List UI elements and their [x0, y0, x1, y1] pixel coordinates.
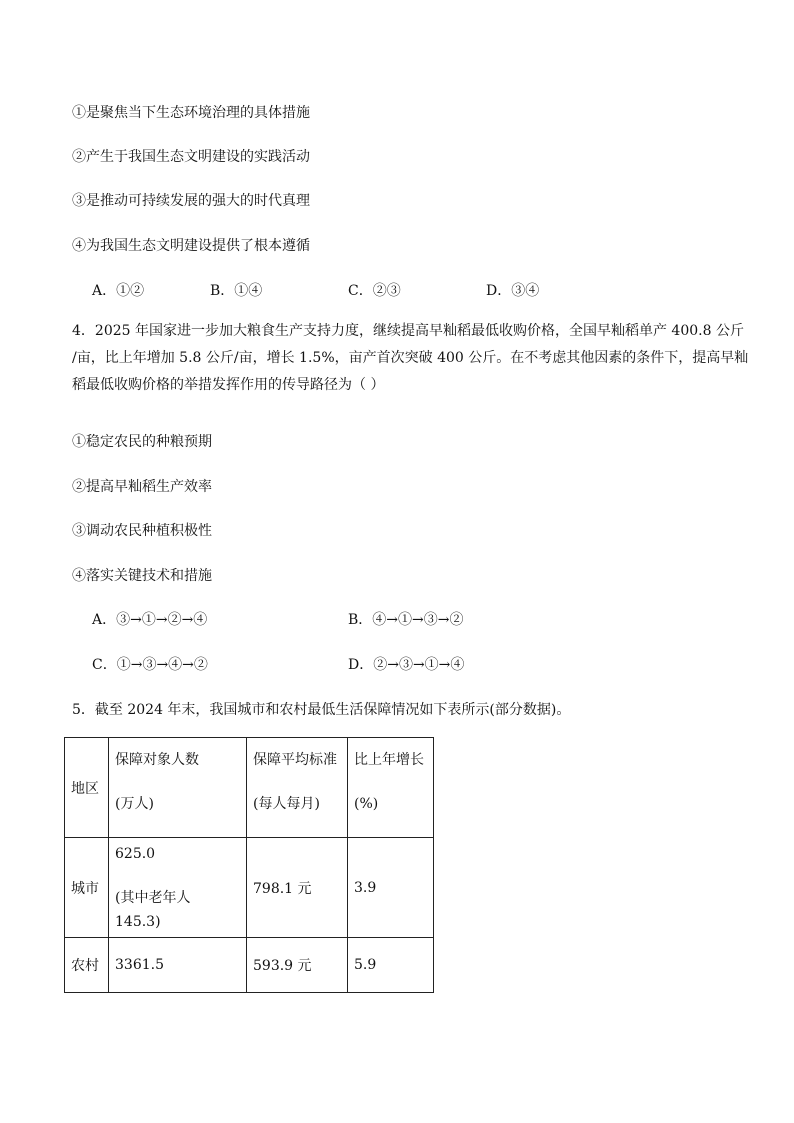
q3-item-1: ①是聚焦当下生态环境治理的具体措施: [72, 105, 310, 121]
header-cell-standard: [247, 738, 348, 838]
q3-option-b[interactable]: B．①④: [210, 283, 263, 299]
cell-region-rural: 农村: [65, 938, 109, 993]
q4-option-d[interactable]: D．②→③→①→④: [348, 657, 465, 673]
q3-option-a[interactable]: A．①②: [92, 283, 145, 299]
table-header-row: [65, 738, 434, 838]
q4-option-c[interactable]: C．①→③→④→②: [92, 657, 208, 673]
q4-item-4: ④落实关键技术和措施: [72, 568, 212, 584]
cell-count-city-line-1: 625.0: [115, 845, 156, 862]
header-growth-line-2: (%): [354, 796, 379, 812]
header-standard-line-1: 保障平均标准: [253, 752, 337, 768]
header-growth-line-1: 比上年增长: [354, 752, 424, 768]
q5-stem: 5．截至 2024 年末，我国城市和农村最低生活保障情况如下表所示(部分数据)。: [72, 702, 571, 718]
q4-option-a[interactable]: A．③→①→②→④: [92, 612, 208, 628]
q4-item-1: ①稳定农民的种粮预期: [72, 434, 212, 450]
cell-standard-rural: 593.9 元: [247, 938, 348, 993]
q3-item-2: ②产生于我国生态文明建设的实践活动: [72, 149, 310, 165]
cell-count-city-line-2: (其中老年人 145.3): [115, 889, 191, 930]
q4-option-b[interactable]: B．④→①→③→②: [348, 612, 464, 628]
header-count-line-1: 保障对象人数: [115, 752, 199, 768]
q4-stem-line-2: /亩，比上年增加 5.8 公斤/亩，增长 1.5%，亩产首次突破 400 公斤。在不考虑其他因素的条件下，提高早籼: [72, 350, 749, 366]
q4-stem-line-3: 稻最低收购价格的举措发挥作用的传导路径为（ ）: [72, 377, 385, 393]
cell-count-city: [109, 838, 247, 938]
cell-region-city: 城市: [65, 838, 109, 938]
q4-stem-line-1: 4．2025 年国家进一步加大粮食生产支持力度，继续提高早籼稻最低收购价格，全国早籼稻单产 400.8 公斤: [72, 323, 744, 339]
table-row: [65, 938, 434, 993]
q3-option-c[interactable]: C．②③: [348, 283, 401, 299]
header-standard-line-2: (每人每月): [253, 796, 320, 812]
header-cell-growth: [348, 738, 434, 838]
q4-item-3: ③调动农民种植积极性: [72, 523, 212, 539]
cell-count-rural: 3361.5: [109, 938, 247, 993]
q3-option-d[interactable]: D．③④: [486, 283, 540, 299]
table-row: [65, 838, 434, 938]
cell-growth-city: 3.9: [348, 838, 434, 938]
q3-item-3: ③是推动可持续发展的强大的时代真理: [72, 193, 310, 209]
header-count-line-2: (万人): [115, 796, 154, 812]
header-cell-count: [109, 738, 247, 838]
q3-item-4: ④为我国生态文明建设提供了根本遵循: [72, 238, 310, 254]
header-cell-region: [65, 738, 109, 838]
header-region-label: 地区: [71, 780, 99, 797]
cell-growth-rural: 5.9: [348, 938, 434, 993]
q5-data-table: [64, 737, 434, 993]
cell-standard-city: 798.1 元: [247, 838, 348, 938]
q4-stem: [72, 318, 749, 399]
q4-item-2: ②提高早籼稻生产效率: [72, 479, 212, 495]
